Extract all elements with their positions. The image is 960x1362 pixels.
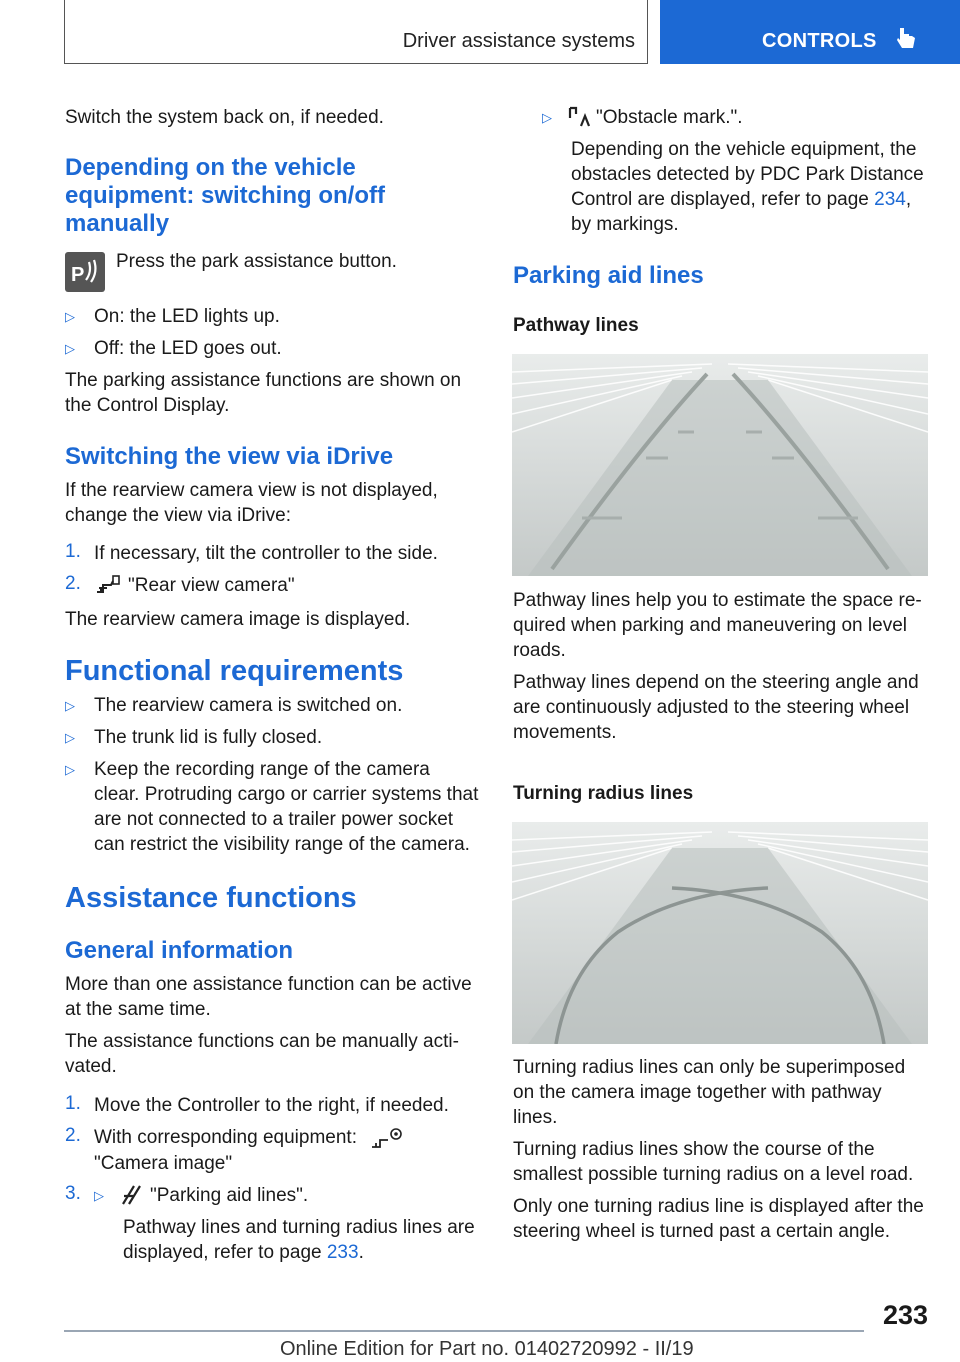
text-line: on the camera image together with pathway	[513, 1082, 882, 1103]
pathway-help-text	[513, 588, 922, 663]
header-section-title: Driver assistance systems	[402, 30, 635, 52]
bullet-triangle-icon: ▷	[94, 1188, 104, 1203]
text-line: the Control Display.	[65, 395, 230, 416]
step-move-controller: Move the Controller to the right, if needed.	[94, 1095, 449, 1116]
not-displayed-text	[65, 478, 438, 528]
step-number: 3.	[65, 1183, 81, 1204]
heading-switch-view: Switching the view via iDrive	[65, 443, 394, 470]
text-line: by markings.	[571, 214, 679, 235]
text-line: can restrict the visibility range of the camera.	[94, 834, 470, 855]
text-line: steering wheel is turned past a certain angle.	[513, 1221, 891, 1242]
rear-view-camera-icon	[95, 574, 121, 601]
text-line: vated.	[65, 1056, 117, 1077]
parking-aid-lines-icon	[120, 1182, 144, 1211]
shown-display-text	[65, 368, 461, 418]
text-line: displayed, refer to page	[123, 1242, 327, 1263]
header-section-box	[64, 0, 648, 64]
heading-line: equipment: switching on/off	[65, 182, 385, 209]
heading-switching-manually	[65, 154, 385, 238]
pathway-lines-illustration	[512, 354, 928, 576]
turning-course-text	[513, 1137, 913, 1187]
header-tab-label: CONTROLS	[762, 30, 877, 52]
svg-text:P: P	[71, 264, 85, 286]
camera-image-text: "Camera image"	[94, 1153, 233, 1174]
switch-back-text: Switch the system back on, if needed.	[65, 107, 384, 128]
heading-line: Depending on the vehicle	[65, 154, 356, 181]
heading-parking-aid-lines: Parking aid lines	[513, 262, 704, 289]
turning-superimposed-text	[513, 1055, 905, 1130]
bullet-triangle-icon: ▷	[65, 730, 75, 745]
heading-general-information: General information	[65, 937, 294, 964]
manually-activated-text	[65, 1029, 459, 1079]
pathway-radius-displayed-text	[123, 1215, 475, 1265]
text-line: change the view via iDrive:	[65, 505, 291, 526]
text-line: The parking assistance functions are shown on	[65, 370, 462, 391]
text-line: are not connected to a trailer power socket	[94, 809, 454, 830]
heading-line: manually	[65, 210, 170, 237]
step-number: 1.	[65, 541, 81, 562]
bullet-triangle-icon: ▷	[65, 341, 75, 356]
text-line: More than one assistance function can be active	[65, 974, 472, 995]
bullet-led-on: On: the LED lights up.	[94, 306, 280, 327]
step-corresponding-equipment: With corresponding equipment:	[94, 1127, 357, 1148]
step-number: 1.	[65, 1093, 81, 1114]
text-line: Pathway lines depend on the steering angle and	[513, 672, 919, 693]
heading-pathway-lines: Pathway lines	[513, 315, 639, 336]
heading-functional-requirements: Functional requirements	[65, 655, 404, 687]
heading-assistance-functions: Assistance functions	[65, 882, 357, 914]
req-trunk-closed: The trunk lid is fully closed.	[94, 727, 323, 748]
text-line: Pathway lines and turning radius lines are	[123, 1217, 475, 1238]
req-camera-on: The rearview camera is switched on.	[94, 695, 403, 716]
turning-radius-illustration	[512, 822, 928, 1044]
text-line: at the same time.	[65, 999, 211, 1020]
text-line: The assistance functions can be manually acti‐	[65, 1031, 459, 1052]
text-line: lines.	[513, 1107, 558, 1128]
bullet-triangle-icon: ▷	[65, 698, 75, 713]
press-button-text: Press the park assistance button.	[116, 251, 397, 272]
park-assist-button-icon	[65, 252, 105, 297]
more-than-one-text	[65, 972, 472, 1022]
req-recording-range	[94, 757, 478, 857]
bullet-triangle-icon: ▷	[65, 762, 75, 777]
text-line: movements.	[513, 722, 617, 743]
heading-turning-radius-lines: Turning radius lines	[513, 783, 694, 804]
header-controls-tab[interactable]	[660, 0, 960, 64]
bullet-triangle-icon: ▷	[542, 110, 552, 125]
text-line: roads.	[513, 640, 566, 661]
step-tilt-text: If necessary, tilt the controller to the side.	[94, 543, 438, 564]
text-line: obstacles detected by PDC Park Distance	[571, 164, 924, 185]
text-line: Depending on the vehicle equipment, the	[571, 139, 917, 160]
parking-aid-lines-text: "Parking aid lines".	[150, 1185, 309, 1206]
text-line: Pathway lines help you to estimate the space re‐	[513, 590, 922, 611]
page-number: 233	[882, 1300, 928, 1330]
footer-divider	[64, 1330, 864, 1332]
text-line: Control are displayed, refer to page	[571, 189, 875, 210]
text-line: clear. Protruding cargo or carrier systems that	[94, 784, 479, 805]
text-line: If the rearview camera view is not displayed,	[65, 480, 438, 501]
step-number: 2.	[65, 573, 81, 594]
text-line: quired when parking and maneuvering on level	[513, 615, 907, 636]
text-line: Turning radius lines can only be superimposed	[513, 1057, 906, 1078]
page-link-233[interactable]: 233	[326, 1242, 359, 1263]
camera-settings-icon	[370, 1125, 404, 1154]
step-rear-camera-text: "Rear view camera"	[128, 575, 295, 596]
text-line: Keep the recording range of the camera	[94, 759, 430, 780]
text-line: .	[358, 1242, 364, 1263]
text-line: ,	[905, 189, 912, 210]
text-line: smallest possible turning radius on a level road.	[513, 1164, 914, 1185]
pathway-steering-text	[513, 670, 919, 745]
bullet-triangle-icon: ▷	[65, 309, 75, 324]
text-line: Turning radius lines show the course of the	[513, 1139, 875, 1160]
page-link-234[interactable]: 234	[874, 189, 906, 210]
turning-one-line-text	[513, 1194, 924, 1244]
image-displayed-text: The rearview camera image is displayed.	[65, 609, 411, 630]
text-line: are continuously adjusted to the steering wheel	[513, 697, 910, 718]
bullet-led-off: Off: the LED goes out.	[94, 338, 282, 359]
obstacle-mark-text: "Obstacle mark.".	[596, 107, 743, 128]
obstacle-mark-icon	[568, 104, 590, 133]
obstacle-description-text	[571, 137, 924, 237]
pointing-hand-icon	[896, 26, 918, 57]
step-number: 2.	[65, 1125, 81, 1146]
footer-edition: Online Edition for Part no. 01402720992 - II/19	[280, 1338, 694, 1360]
text-line: Only one turning radius line is displayed after the	[513, 1196, 924, 1217]
